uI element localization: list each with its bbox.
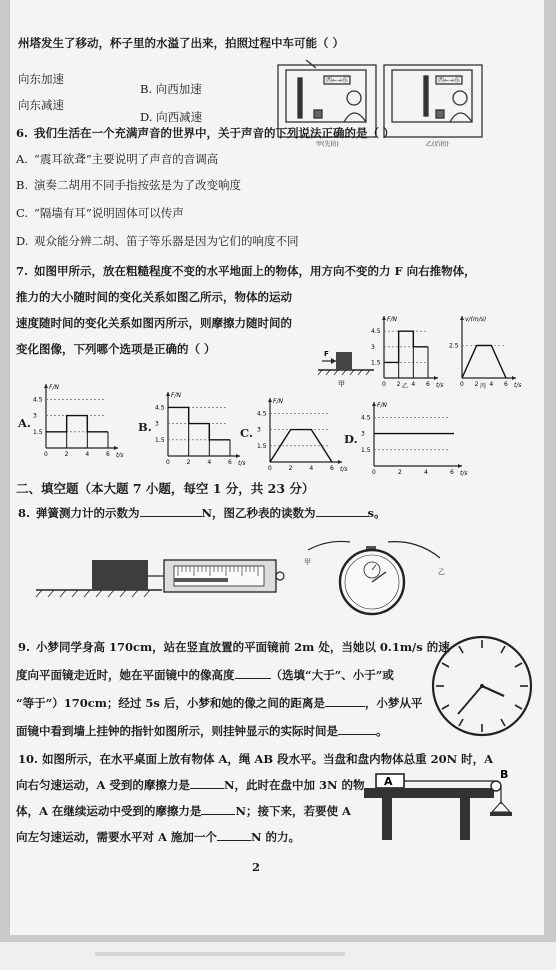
- stopwatch-figure: [300, 532, 446, 618]
- y-tick-label: 1.5: [257, 442, 267, 450]
- x-tick-label: 2: [474, 381, 479, 388]
- q10-blank-3[interactable]: [217, 830, 251, 841]
- q6-option-a: “震耳欲聋”主要说明了声音的音调高: [34, 152, 219, 166]
- q10-line1: 如图所示，在水平桌面上放有物体 A，绳 AB 段水平。当盘和盘内物体总重 20N 时，A: [42, 752, 494, 766]
- q9-line2: [16, 668, 394, 682]
- y-axis-arrow: [44, 384, 48, 388]
- x-tick-label: 2: [186, 459, 191, 466]
- q9-line2b: （选填“大于”、小于”或: [270, 668, 394, 682]
- friction-graph-option-d: [356, 396, 466, 480]
- q5-option-b: B. 向西加速: [140, 82, 202, 96]
- y-axis-arrow: [372, 402, 376, 406]
- q9-line4b: 。: [376, 724, 388, 738]
- q8-text-a: 弹簧测力计的示数为: [36, 506, 140, 520]
- push-force-graph: [368, 312, 444, 390]
- y-tick-label: 4.5: [361, 414, 371, 422]
- x-tick-label: 0: [460, 381, 464, 388]
- y-tick-label: 4.5: [33, 396, 43, 404]
- direction-sign-yi: 西←→东: [438, 77, 461, 84]
- q7-line2: 推力的大小随时间的变化关系如图乙所示，物体的运动: [16, 290, 292, 304]
- x-axis-label: t/s: [436, 382, 444, 389]
- table-top: [364, 788, 494, 798]
- x-tick-label: 4: [309, 465, 314, 472]
- x-axis-label: t/s: [238, 460, 246, 467]
- y-axis-label: F/N: [273, 398, 283, 405]
- x-axis-arrow: [338, 460, 342, 464]
- spring-scale-figure: [36, 550, 286, 610]
- friction-graph-option-a: [28, 378, 128, 460]
- x-tick-label: 6: [228, 459, 232, 466]
- friction-graph-option-b: [150, 386, 246, 468]
- q7-option-a-label: A.: [18, 416, 31, 430]
- friction-graph-option-c: [252, 392, 348, 474]
- q10-line3a: 体，A 在继续运动中受到的摩擦力是: [16, 804, 202, 818]
- q8-blank-1[interactable]: [140, 506, 202, 517]
- q7-line3: 速度随时间的变化关系如图丙所示，则摩擦力随时间的: [16, 316, 292, 330]
- figure-bing-caption: 丙: [480, 383, 487, 390]
- y-tick-label: 3: [33, 412, 37, 420]
- y-tick-label: 4.5: [155, 404, 165, 412]
- q9-blank-2[interactable]: [325, 696, 365, 707]
- clock-minute-hand: [458, 686, 482, 714]
- x-tick-label: 4: [489, 381, 494, 388]
- q8-text: [36, 506, 386, 520]
- q6-option-d-letter: D.: [16, 234, 29, 248]
- force-F-label: F: [324, 350, 329, 358]
- y-tick-label: 1.5: [371, 359, 381, 367]
- q10-blank-2[interactable]: [201, 804, 235, 815]
- x-tick-label: 2: [288, 465, 293, 472]
- page-number: 2: [252, 860, 261, 874]
- q6-stem: 我们生活在一个充满声音的世界中，关于声音的下列说法正确的是（ ）: [34, 126, 395, 140]
- q10-line2a: 向右匀速运动，A 受到的摩擦力是: [16, 778, 190, 792]
- q9-line3: [16, 696, 422, 710]
- q6-option-c-letter: C.: [16, 206, 29, 220]
- block-A-label: A: [384, 775, 393, 788]
- velocity-graph: [448, 312, 522, 390]
- figure-jia-caption: 甲: [338, 380, 345, 388]
- x-axis-label: t/s: [116, 452, 124, 459]
- stopwatch-yi-mark: 乙: [438, 568, 445, 576]
- q7-option-d-label: D.: [344, 432, 358, 446]
- x-axis-label: t/s: [514, 382, 522, 389]
- q8-number: 8.: [18, 506, 31, 520]
- q7-line4: 变化图像，下列哪个选项是正确的（ ）: [16, 342, 216, 356]
- x-tick-label: 4: [411, 381, 416, 388]
- velocity-series: [462, 346, 506, 379]
- q10-line3b: N；接下来，若要使 A: [235, 804, 351, 818]
- q5-option-c: 向东减速: [18, 98, 64, 112]
- wall-clock-figure: [430, 634, 534, 738]
- q6-option-b-letter: B.: [16, 178, 29, 192]
- x-tick-label: 6: [504, 381, 508, 388]
- q10-line4b: N 的力。: [250, 830, 300, 844]
- q6-option-a-letter: A.: [16, 152, 28, 166]
- next-page-edge: [0, 942, 556, 970]
- y-tick-label: 4.5: [257, 410, 267, 418]
- photo-yi: [384, 65, 482, 137]
- x-axis-arrow: [458, 464, 462, 468]
- q5-option-d: D. 向西减速: [140, 110, 203, 124]
- q7-line1: 如图甲所示，放在粗糙程度不变的水平地面上的物体，用方向不变的力 F 向右推物体，: [34, 264, 476, 278]
- y-axis-label: F/N: [377, 402, 387, 409]
- q7-option-b-label: B.: [138, 420, 152, 434]
- pulley: [491, 781, 501, 791]
- q8-text-b: N，图乙秒表的读数为: [201, 506, 316, 520]
- q10-blank-1[interactable]: [190, 778, 224, 789]
- x-tick-label: 6: [106, 451, 110, 458]
- x-tick-label: 4: [207, 459, 212, 466]
- y-axis-label: F/N: [171, 392, 181, 399]
- q9-line2a: 度向平面镜走近时，她在平面镜中的像高度: [16, 668, 235, 682]
- y-tick-label: 3: [371, 343, 375, 351]
- q10-line4: [16, 830, 300, 844]
- x-axis-arrow: [114, 446, 118, 450]
- q9-blank-1[interactable]: [235, 668, 271, 679]
- x-tick-label: 0: [268, 465, 272, 472]
- x-axis-arrow: [512, 376, 516, 380]
- y-axis-label: F/N: [49, 384, 59, 391]
- x-tick-label: 2: [396, 381, 401, 388]
- x-tick-label: 0: [382, 381, 386, 388]
- q9-line4a: 面镜中看到墙上挂钟的指针如图所示，则挂钟显示的实际时间是: [16, 724, 338, 738]
- q9-line3a: “等于”）170cm；经过 5s 后，小梦和她的像之间的距离是: [16, 696, 325, 710]
- photo-yi-label: 乙(后拍): [426, 141, 449, 148]
- x-tick-label: 0: [166, 459, 170, 466]
- q5-stem: 州塔发生了移动，杯子里的水溢了出来，拍照过程中车可能（ ）: [18, 36, 345, 50]
- block-on-floor: [92, 560, 148, 590]
- q9-line1: 小梦同学身高 170cm，站在竖直放置的平面镜前 2m 处，当她以 0.1m/s 的速: [36, 640, 450, 654]
- x-tick-label: 4: [85, 451, 90, 458]
- x-axis-arrow: [434, 376, 438, 380]
- q9-line3b: ，小梦从平: [364, 696, 423, 710]
- y-axis-arrow: [382, 316, 386, 320]
- x-tick-label: 6: [330, 465, 334, 472]
- y-tick-label: 3: [361, 430, 365, 438]
- q10-line2: [16, 778, 364, 792]
- x-axis-label: t/s: [460, 470, 468, 477]
- direction-sign-jia: 西←→东: [326, 77, 349, 84]
- q6-option-b: 演奏二胡用不同手指按弦是为了改变响度: [34, 178, 241, 192]
- section-2-title: 二、填空题（本大题 7 小题，每空 1 分，共 23 分）: [16, 481, 315, 496]
- x-axis-arrow: [236, 454, 240, 458]
- q8-blank-2[interactable]: [316, 506, 368, 517]
- q10-line3: [16, 804, 351, 818]
- q6-option-d: 观众能分辨二胡、笛子等乐器是因为它们的响度不同: [34, 234, 299, 248]
- y-axis-label: F/N: [387, 316, 397, 323]
- q5-option-a: 向东加速: [18, 72, 64, 86]
- y-axis-arrow: [268, 398, 272, 402]
- x-axis-label: t/s: [340, 466, 348, 473]
- friction-series-a: [46, 416, 108, 432]
- q9-line4: [16, 724, 388, 738]
- q10-line4a: 向左匀速运动，需要水平对 A 施加一个: [16, 830, 217, 844]
- q7-option-c-label: C.: [240, 426, 253, 440]
- weight-pan: [490, 812, 512, 816]
- photo-jia-label: 甲(先拍): [316, 141, 339, 148]
- q6-option-c: “隔墙有耳”说明固体可以传声: [34, 206, 184, 220]
- point-B-label: B: [500, 768, 509, 781]
- y-tick-label: 3: [155, 420, 159, 428]
- y-tick-label: 1.5: [155, 436, 165, 444]
- q9-number: 9.: [18, 640, 31, 654]
- q8-text-c: s。: [367, 506, 386, 520]
- x-tick-label: 2: [398, 469, 402, 476]
- q7-number: 7.: [16, 264, 29, 278]
- y-axis-arrow: [166, 392, 170, 396]
- x-tick-label: 4: [424, 469, 428, 476]
- x-tick-label: 6: [450, 469, 454, 476]
- table-pulley-figure: [362, 766, 522, 846]
- y-axis-label: v/(m/s): [465, 316, 487, 323]
- q9-blank-3[interactable]: [338, 724, 376, 735]
- x-tick-label: 0: [372, 469, 376, 476]
- y-tick-label: 2.5: [449, 342, 459, 350]
- clock-hour-hand: [482, 686, 504, 696]
- y-tick-label: 1.5: [33, 428, 43, 436]
- y-tick-label: 1.5: [361, 446, 371, 454]
- y-tick-label: 4.5: [371, 328, 381, 336]
- y-tick-label: 3: [257, 426, 261, 434]
- q10-number: 10.: [18, 752, 39, 766]
- x-tick-label: 0: [44, 451, 48, 458]
- x-tick-label: 6: [426, 381, 430, 388]
- figure-yi-caption: 乙: [402, 383, 409, 390]
- x-tick-label: 2: [64, 451, 69, 458]
- y-axis-arrow: [460, 316, 464, 320]
- stopwatch-jia-mark: 甲: [304, 558, 311, 566]
- q10-line2b: N，此时在盘中加 3N 的物: [223, 778, 365, 792]
- q6-number: 6.: [16, 126, 29, 140]
